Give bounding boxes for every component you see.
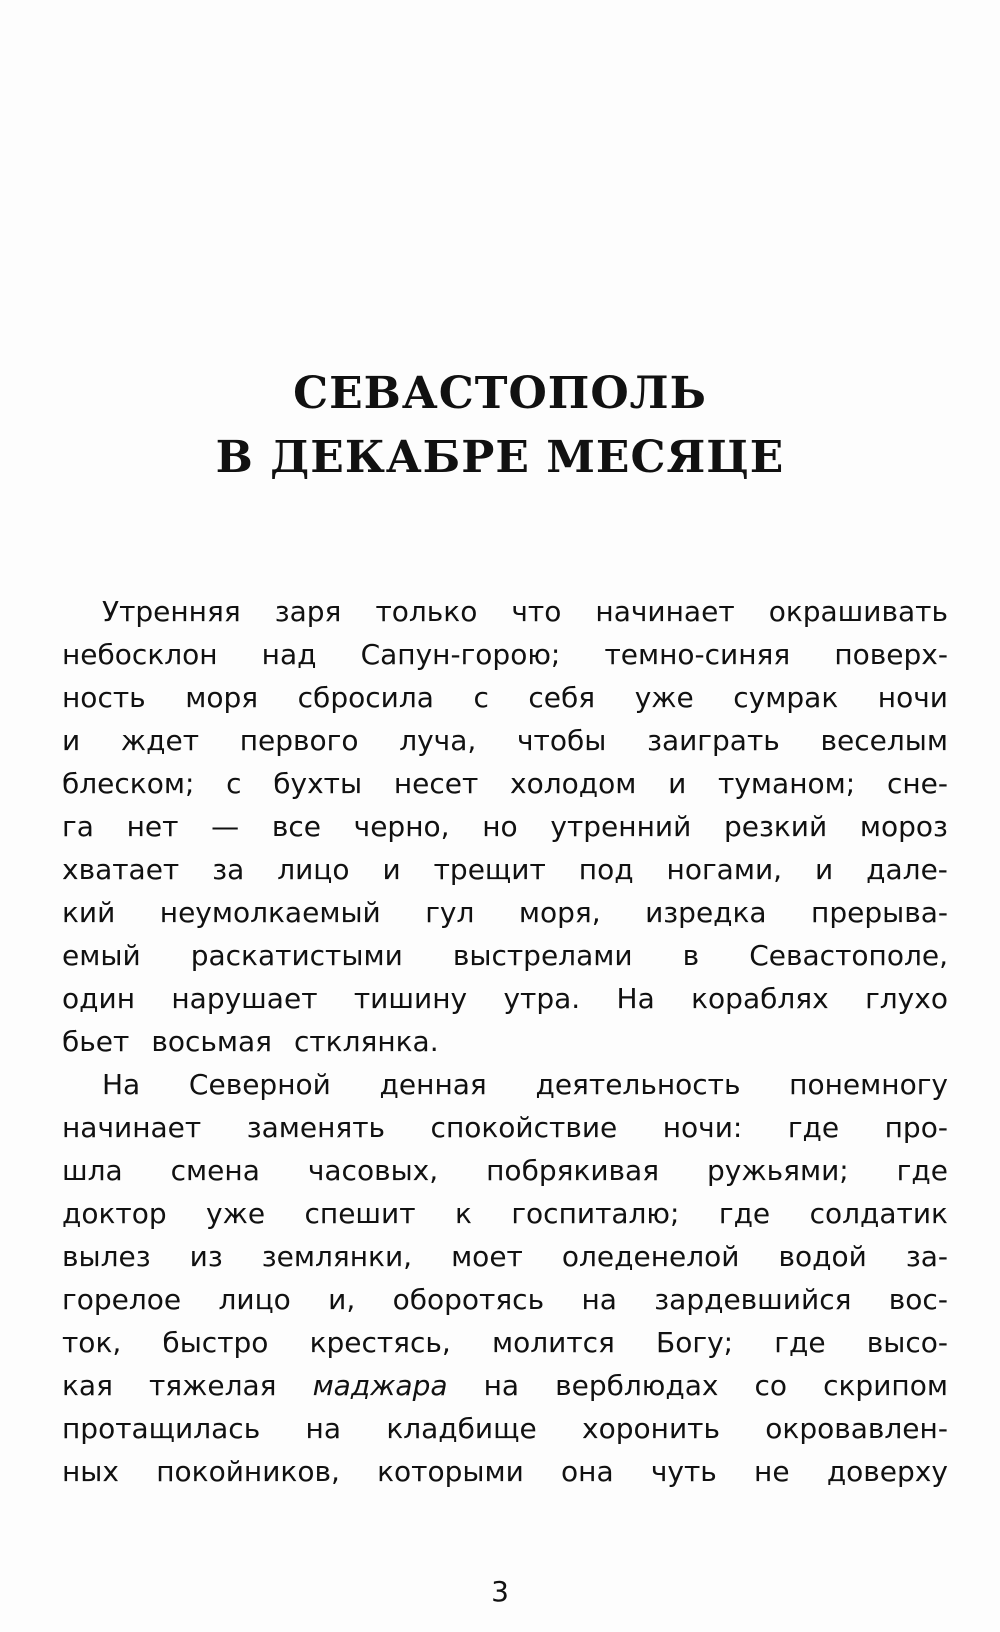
chapter-title-line-2: В ДЕКАБРЕ МЕСЯЦЕ [215, 432, 785, 483]
text-line: небосклон над Сапун-горою; темно-синяя поверх- [62, 638, 948, 671]
text-line: ных покойников, которыми она чуть не доверху [62, 1455, 948, 1488]
text-line: кий неумолкаемый гул моря, изредка прерыва- [62, 896, 948, 929]
text-line: доктор уже спешит к госпиталю; где солдатик [62, 1197, 948, 1230]
text-line: один нарушает тишину утра. На кораблях глухо [62, 982, 948, 1015]
paragraph [62, 1063, 948, 1493]
text-line: горелое лицо и, оборотясь на зардевшийся вос- [62, 1283, 948, 1316]
text-line: начинает заменять спокойствие ночи: где про- [62, 1111, 948, 1144]
chapter-title-line-1: СЕВАСТОПОЛЬ [293, 368, 707, 419]
body-text [62, 590, 948, 1493]
text-line: На Северной денная деятельность понемногу [102, 1068, 948, 1101]
text-line: протащилась на кладбище хоронить окровавлен- [62, 1412, 948, 1445]
text-line: Утренняя заря только что начинает окрашивать [102, 595, 948, 628]
text-line: бьет восьмая стклянка. [62, 1025, 439, 1058]
text-line: га нет — все черно, но утренний резкий мороз [62, 810, 948, 843]
text-line: кая тяжелая маджара на верблюдах со скрипом [62, 1369, 948, 1402]
paragraph [62, 590, 948, 1063]
text-line: и ждет первого луча, чтобы заиграть веселым [62, 724, 948, 757]
text-line: хватает за лицо и трещит под ногами, и дале- [62, 853, 948, 886]
text-line: блеском; с бухты несет холодом и туманом; сне- [62, 767, 948, 800]
text-line: шла смена часовых, побрякивая ружьями; где [62, 1154, 948, 1187]
text-line: ность моря сбросила с себя уже сумрак ночи [62, 681, 948, 714]
text-line: емый раскатистыми выстрелами в Севастополе, [62, 939, 948, 972]
text-line: вылез из землянки, моет оледенелой водой за- [62, 1240, 948, 1273]
text-line: ток, быстро крестясь, молится Богу; где высо- [62, 1326, 948, 1359]
page-number: 3 [491, 1575, 509, 1608]
